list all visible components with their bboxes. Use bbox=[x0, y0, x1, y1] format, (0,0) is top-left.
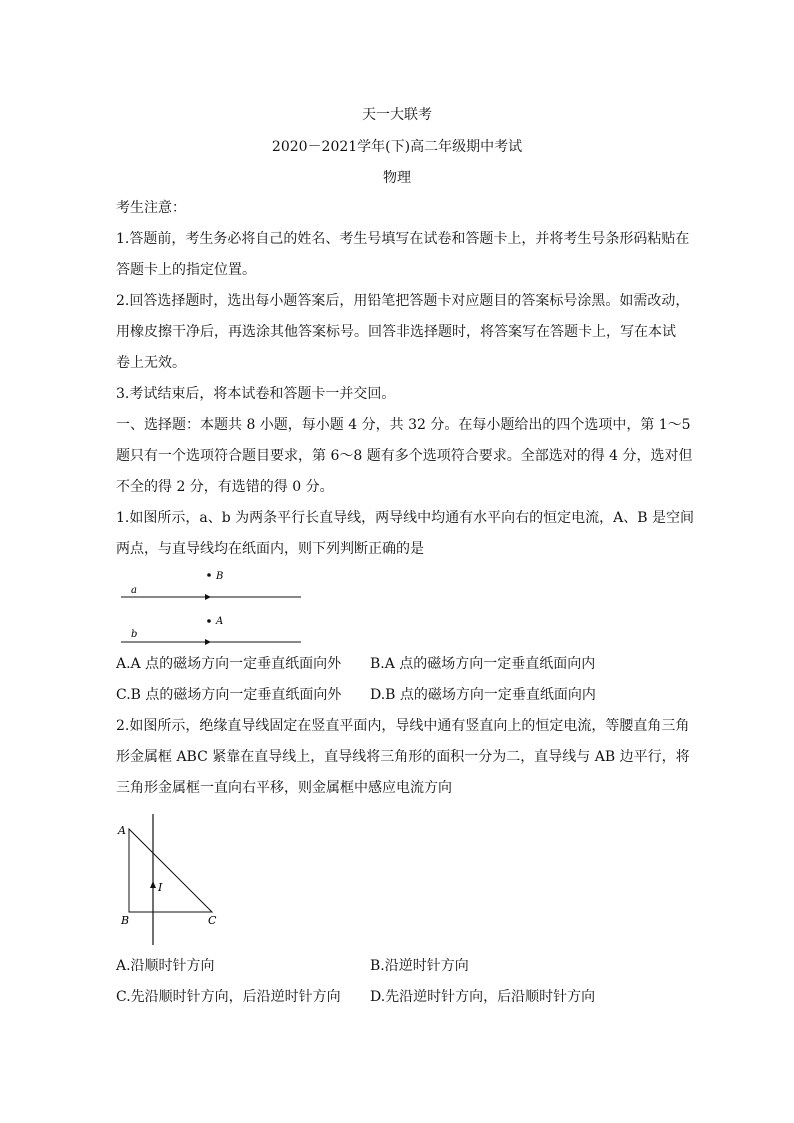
question-1-option-a: A.A 点的磁场方向一定垂直纸面向外 bbox=[116, 656, 342, 672]
label-C: C bbox=[208, 914, 217, 927]
point-B-dot bbox=[207, 573, 211, 577]
section-intro-line: 题只有一个选项符合题目要求，第 6～8 题有多个选项符合要求。全部选对的得 4 分，选对但 bbox=[116, 448, 693, 464]
subject-title: 物理 bbox=[383, 170, 411, 186]
question-2-option-b: B.沿逆时针方向 bbox=[370, 958, 469, 974]
question-1-option-b: B.A 点的磁场方向一定垂直纸面向内 bbox=[370, 656, 596, 672]
question-1-option-c: C.B 点的磁场方向一定垂直纸面向外 bbox=[116, 687, 342, 703]
point-A-dot bbox=[207, 619, 211, 623]
org-title: 天一大联考 bbox=[362, 107, 432, 123]
notice-line: 卷上无效。 bbox=[116, 355, 186, 371]
notice-line: 3.考试结束后，将本试卷和答题卡一并交回。 bbox=[116, 386, 396, 402]
notice-line: 2.回答选择题时，选出每小题答案后，用铅笔把答题卡对应题目的答案标号涂黑。如需改动， bbox=[116, 293, 690, 309]
question-2-option-d: D.先沿逆时针方向，后沿顺时针方向 bbox=[370, 989, 596, 1005]
question-2-stem: 形金属框 ABC 紧靠在直导线上，直导线将三角形的面积一分为二，直导线与 AB 边平行，将 bbox=[116, 749, 690, 765]
question-1-stem: 1.如图所示，a、b 为两条平行长直导线，两导线中均通有水平向右的恒定电流，A、B 是空间 bbox=[116, 510, 694, 526]
label-B: B bbox=[216, 571, 224, 582]
question-2-stem: 三角形金属框一直向右平移，则金属框中感应电流方向 bbox=[116, 780, 452, 796]
question-1-figure bbox=[116, 566, 306, 648]
label-b: b bbox=[131, 629, 138, 640]
question-1-stem: 两点，与直导线均在纸面内，则下列判断正确的是 bbox=[116, 541, 424, 557]
wire-a-arrow bbox=[205, 594, 211, 600]
question-2-option-c: C.先沿顺时针方向，后沿逆时针方向 bbox=[116, 989, 341, 1005]
question-1-option-d: D.B 点的磁场方向一定垂直纸面向内 bbox=[370, 687, 596, 703]
notice-title: 考生注意： bbox=[116, 200, 186, 216]
notice-line: 用橡皮擦干净后，再选涂其他答案标号。回答非选择题时，将答案写在答题卡上，写在本试 bbox=[116, 324, 676, 340]
current-arrow bbox=[150, 881, 156, 888]
wire-b-arrow bbox=[205, 639, 211, 645]
section-intro-line: 一、选择题：本题共 8 小题，每小题 4 分，共 32 分。在每小题给出的四个选项中，第 1～5 bbox=[116, 417, 691, 433]
label-I: I bbox=[158, 881, 163, 894]
notice-line: 1.答题前，考生务必将自己的姓名、考生号填写在试卷和答题卡上，并将考生号条形码粘贴在 bbox=[116, 231, 690, 247]
question-2-stem: 2.如图所示，绝缘直导线固定在竖直平面内，导线中通有竖直向上的恒定电流，等腰直角三角 bbox=[116, 718, 690, 734]
question-2-option-a: A.沿顺时针方向 bbox=[116, 958, 215, 974]
notice-line: 答题卡上的指定位置。 bbox=[116, 262, 256, 278]
section-intro-line: 不全的得 2 分，有选错的得 0 分。 bbox=[116, 479, 334, 495]
question-2-figure bbox=[112, 812, 222, 948]
label-A: A bbox=[216, 616, 224, 627]
label-B: B bbox=[121, 914, 130, 927]
triangle-frame-ABC bbox=[129, 829, 212, 912]
label-a: a bbox=[131, 585, 137, 596]
label-A: A bbox=[118, 824, 126, 837]
exam-title: 2020－2021学年(下)高二年级期中考试 bbox=[271, 139, 523, 155]
